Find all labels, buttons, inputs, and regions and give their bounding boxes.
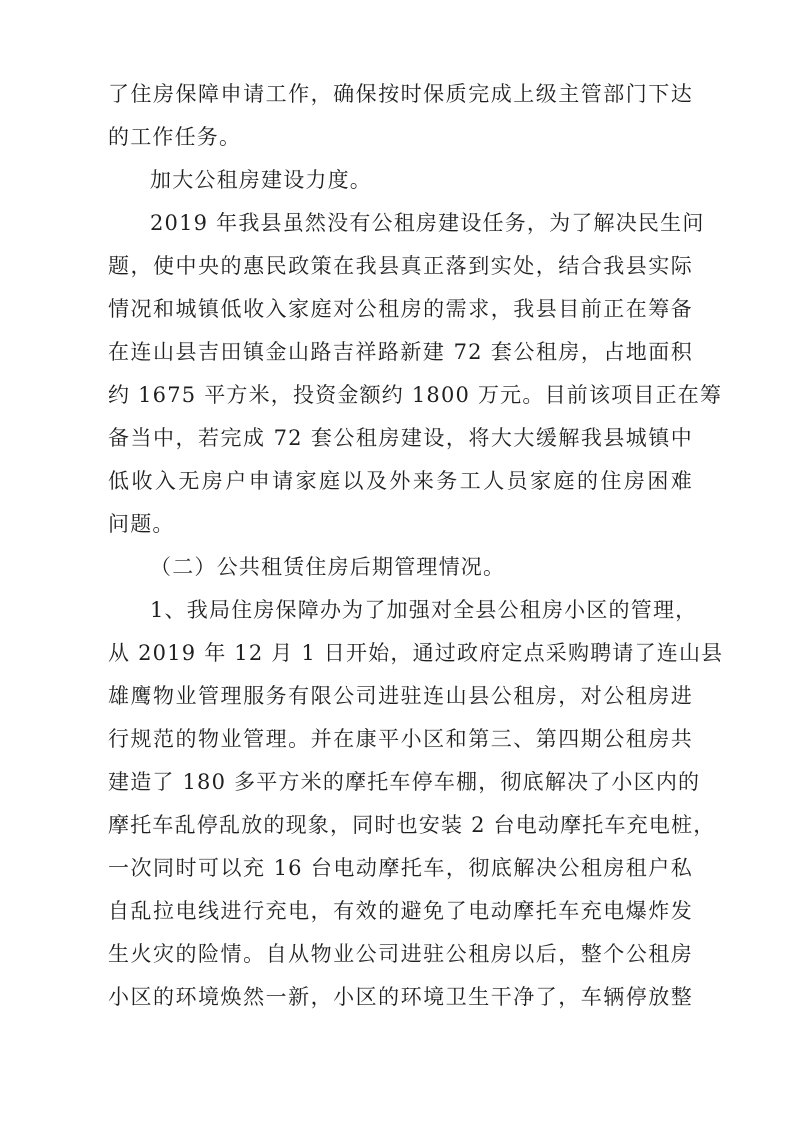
section-heading: 加大公租房建设力度。 bbox=[150, 168, 372, 192]
text-line-16: 行规范的物业管理。并在康平小区和第三、第四期公租房共 bbox=[108, 727, 693, 751]
text-line-13: 1、我局住房保障办为了加强对全县公租房小区的管理， bbox=[150, 598, 698, 622]
text-line-19: 一次同时可以充 16 台电动摩托车，彻底解决公租房租户私 bbox=[108, 856, 693, 880]
text-line-9: 备当中，若完成 72 套公租房建设，将大大缓解我县城镇中 bbox=[108, 426, 693, 450]
text-line-18: 摩托车乱停乱放的现象，同时也安装 2 台电动摩托车充电桩， bbox=[108, 813, 716, 837]
text-line-14: 从 2019 年 12 月 1 日开始，通过政府定点采购聘请了连山县 bbox=[108, 641, 724, 665]
text-line-20: 自乱拉电线进行充电，有效的避免了电动摩托车充电爆炸发 bbox=[108, 899, 693, 923]
text-line-2: 的工作任务。 bbox=[108, 125, 242, 149]
text-line-8: 约 1675 平方米，投资金额约 1800 万元。目前该项目正在筹 bbox=[108, 383, 723, 407]
text-line-22: 小区的环境焕然一新，小区的环境卫生干净了，车辆停放整 bbox=[108, 985, 693, 1009]
text-line-17: 建造了 180 多平方米的摩托车停车棚，彻底解决了小区内的 bbox=[108, 770, 701, 794]
text-line-6: 情况和城镇低收入家庭对公租房的需求，我县目前正在筹备 bbox=[108, 297, 693, 321]
subsection-heading: （二）公共租赁住房后期管理情况。 bbox=[150, 555, 506, 579]
text-line-21: 生火灾的险情。自从物业公司进驻公租房以后，整个公租房 bbox=[108, 942, 693, 966]
text-line-10: 低收入无房户申请家庭以及外来务工人员家庭的住房困难 bbox=[108, 469, 693, 493]
text-line-4: 2019 年我县虽然没有公租房建设任务，为了解决民生问 bbox=[150, 211, 705, 235]
text-line-7: 在连山县吉田镇金山路吉祥路新建 72 套公租房，占地面积 bbox=[108, 340, 693, 364]
text-line-11: 问题。 bbox=[108, 512, 175, 536]
text-line-1: 了住房保障申请工作，确保按时保质完成上级主管部门下达 bbox=[108, 82, 693, 106]
text-line-5: 题，使中央的惠民政策在我县真正落到实处，结合我县实际 bbox=[108, 254, 693, 278]
text-line-15: 雄鹰物业管理服务有限公司进驻连山县公租房，对公租房进 bbox=[108, 684, 693, 708]
